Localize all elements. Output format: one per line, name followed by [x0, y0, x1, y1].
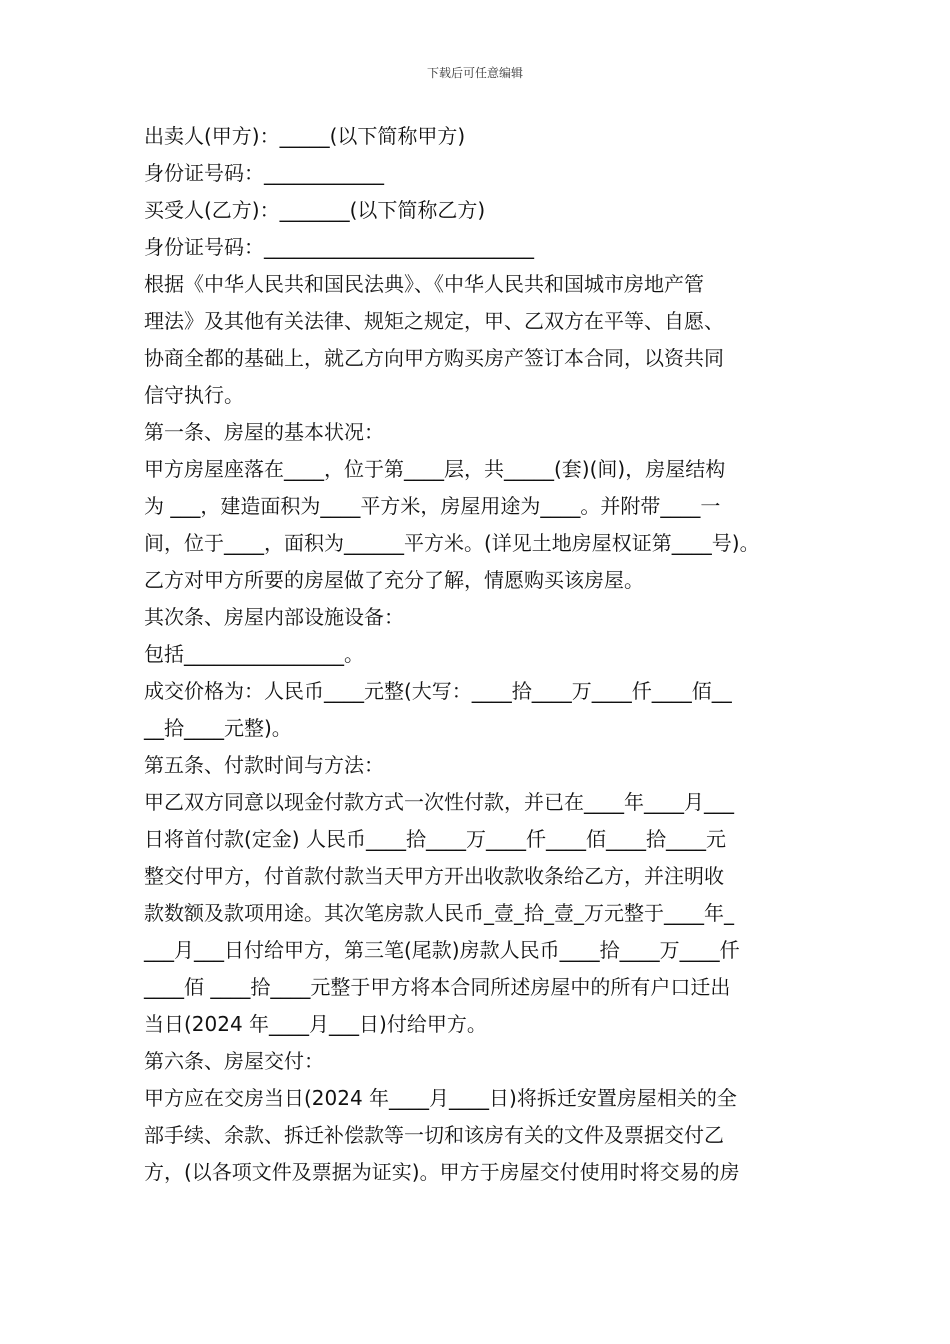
article-1-line: 为 ___，建造面积为____平方米，房屋用途为____。并附带____一: [144, 494, 721, 518]
preamble-line: 理法》及其他有关法律、规矩之规定，甲、乙双方在平等、自愿、: [144, 309, 724, 333]
preamble-line: 协商全都的基础上，就乙方向甲方购买房产签订本合同，以资共同: [144, 346, 724, 370]
buyer-line: 买受人(乙方)：_______(以下简称乙方): [144, 198, 486, 222]
buyer-id-line: 身份证号码：___________________________: [144, 235, 534, 259]
preamble-line: 信守执行。: [144, 383, 244, 407]
article-5-line: ____佰 ____拾____元整于甲方将本合同所述房屋中的所有户口迁出: [144, 975, 731, 999]
article-1-line: 乙方对甲方所要的房屋做了充分了解，情愿购买该房屋。: [144, 568, 644, 592]
article-5-line: 甲乙双方同意以现金付款方式一次性付款，并已在____年____月___: [144, 790, 734, 814]
article-5-heading: 第五条、付款时间与方法：: [144, 753, 384, 777]
seller-id-line: 身份证号码：____________: [144, 161, 384, 185]
article-5-line: 当日(2024 年____月___日)付给甲方。: [144, 1012, 487, 1036]
article-6-line: 部手续、余款、拆迁补偿款等一切和该房有关的文件及票据交付乙: [144, 1123, 724, 1147]
article-5-line: 整交付甲方，付首款付款当天甲方开出收款收条给乙方，并注明收: [144, 864, 724, 888]
article-6-heading: 第六条、房屋交付：: [144, 1049, 324, 1073]
article-2-line: 包括________________。: [144, 642, 364, 666]
seller-line: 出卖人(甲方)：_____(以下简称甲方): [144, 124, 466, 148]
page-header: 下载后可任意编辑: [426, 66, 523, 80]
document-body: [144, 118, 812, 1191]
price-line: 成交价格为：人民币____元整(大写：____拾____万____仟____佰__: [144, 679, 732, 703]
article-1-line: 间，位于____，面积为______平方米。(详见土地房屋权证第____号)。: [144, 531, 760, 555]
article-5-line: 日将首付款(定金) 人民币____拾____万____仟____佰____拾____元: [144, 827, 726, 851]
article-1-heading: 第一条、房屋的基本状况：: [144, 420, 384, 444]
article-1-line: 甲方房屋座落在____，位于第____层，共_____(套)(间)，房屋结构: [144, 457, 726, 481]
article-2-heading: 其次条、房屋内部设施设备：: [144, 605, 404, 629]
article-5-line: ___月___日付给甲方，第三笔(尾款)房款人民币____拾____万____仟: [144, 938, 740, 962]
article-6-line: 方，(以各项文件及票据为证实)。甲方于房屋交付使用时将交易的房: [144, 1160, 740, 1184]
price-line: __拾____元整)。: [144, 716, 292, 740]
preamble-line: 根据《中华人民共和国民法典》、《中华人民共和国城市房地产管: [144, 272, 704, 296]
article-5-line: 款数额及款项用途。其次笔房款人民币_壹_拾_壹_万元整于____年_: [144, 901, 734, 925]
article-6-line: 甲方应在交房当日(2024 年____月____日)将拆迁安置房屋相关的全: [144, 1086, 737, 1110]
